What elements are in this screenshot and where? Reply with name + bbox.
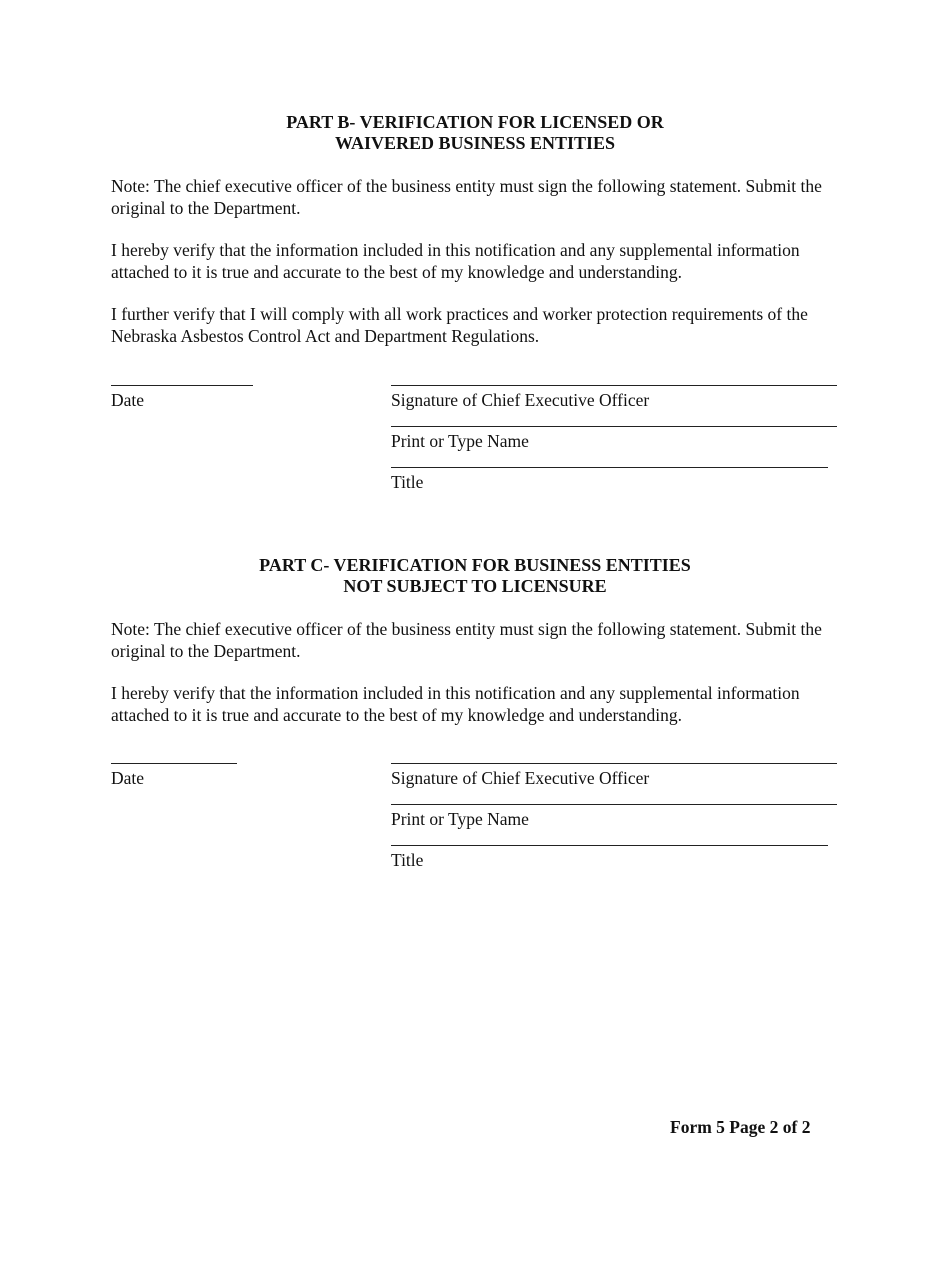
part-c-note: Note: The chief executive officer of the business entity must sign the following statement. Submit the original to the Department. (111, 619, 822, 661)
part-c-heading (0, 555, 950, 597)
part-c-signature-line[interactable] (391, 763, 837, 764)
part-b-print-name-label: Print or Type Name (391, 431, 529, 451)
part-c-date-label: Date (111, 768, 145, 788)
part-b-print-name-line[interactable] (391, 426, 837, 427)
part-c-signature-label: Signature of Chief Executive Officer (391, 768, 650, 788)
page-footer: Form 5 Page 2 of 2 (670, 1117, 811, 1137)
part-b-comply-statement: I further verify that I will comply with all work practices and worker protection requirements of the Nebraska Asbestos Control Act and Department Regulations. (111, 304, 808, 346)
part-b-heading-line2: WAIVERED BUSINESS ENTITIES (334, 133, 616, 153)
part-b-date-line[interactable] (111, 385, 253, 386)
part-c-heading-line1: PART C- VERIFICATION FOR BUSINESS ENTITIES (259, 555, 691, 575)
part-c-title-line[interactable] (391, 845, 828, 846)
part-b-title-label: Title (391, 472, 424, 492)
part-b-heading (0, 112, 950, 154)
part-b-title-line[interactable] (391, 467, 828, 468)
part-c-title-label: Title (391, 850, 424, 870)
part-c-date-line[interactable] (111, 763, 237, 764)
part-c-print-name-label: Print or Type Name (391, 809, 529, 829)
part-c-print-name-line[interactable] (391, 804, 837, 805)
part-b-signature-label: Signature of Chief Executive Officer (391, 390, 650, 410)
part-c-heading-line2: NOT SUBJECT TO LICENSURE (343, 576, 607, 596)
part-b-signature-line[interactable] (391, 385, 837, 386)
part-b-heading-line1: PART B- VERIFICATION FOR LICENSED OR (286, 112, 664, 132)
part-b-verify-statement: I hereby verify that the information included in this notification and any supplemental information attached to it is true and accurate to the best of my knowledge and understanding. (111, 240, 800, 282)
part-b-date-label: Date (111, 390, 145, 410)
part-c-verify-statement: I hereby verify that the information included in this notification and any supplemental information attached to it is true and accurate to the best of my knowledge and understanding. (111, 683, 800, 725)
part-b-note: Note: The chief executive officer of the business entity must sign the following statement. Submit the original to the Department. (111, 176, 822, 218)
